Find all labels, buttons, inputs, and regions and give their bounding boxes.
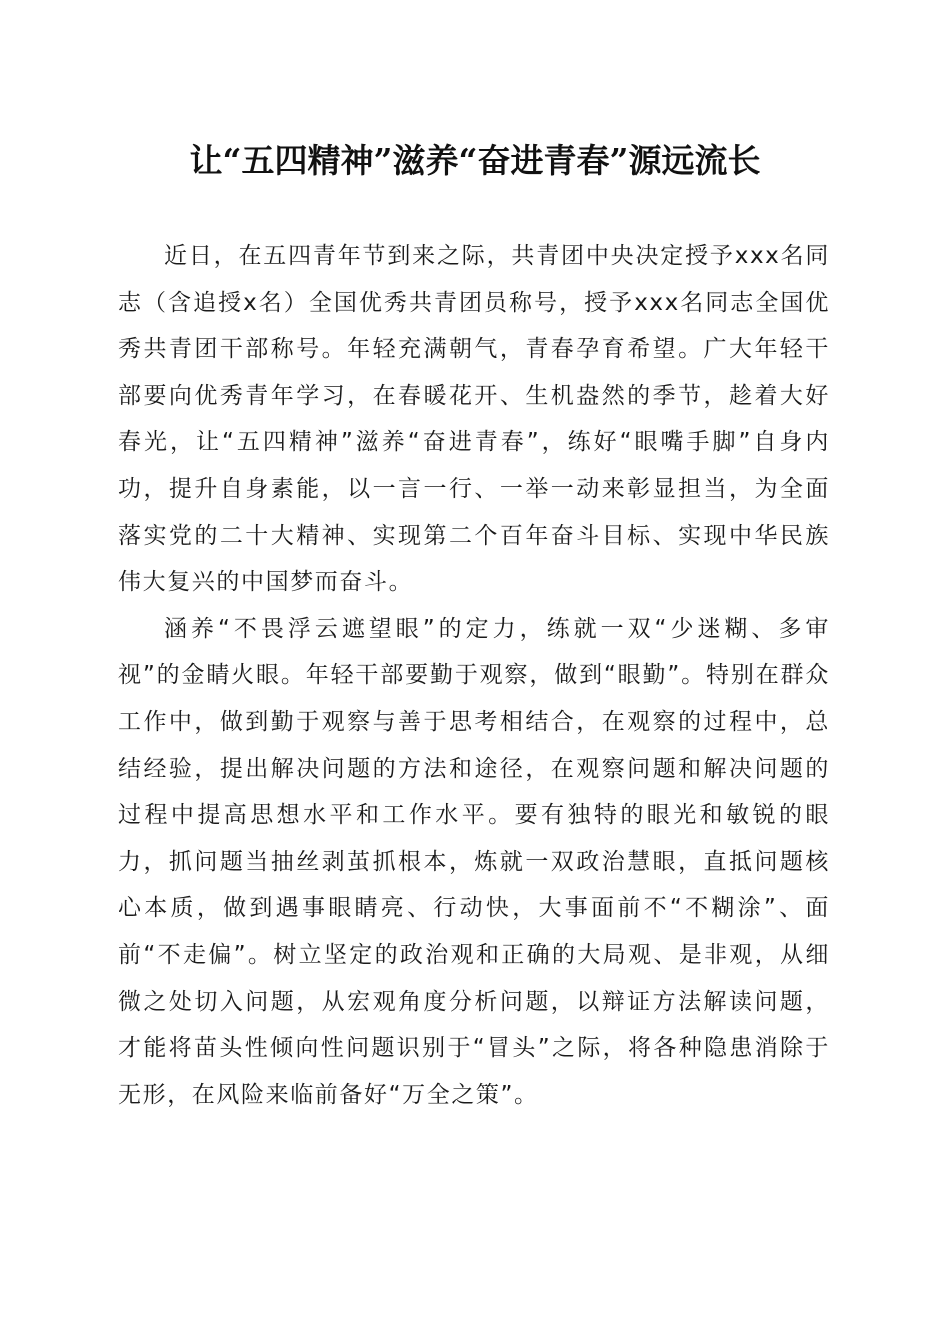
paragraph-2: 涵养“不畏浮云遮望眼”的定力，练就一双“少迷糊、多审视”的金睛火眼。年轻干部要勤于观察，做到“眼勤”。特别在群众工作中，做到勤于观察与善于思考相结合，在观察的过程中，总结经验，提出解决问题的方法和途径，在观察问题和解决问题的过程中提高思想水平和工作水平。要有独特的眼光和敏锐的眼力，抓问题当抽丝剥茧抓根本，炼就一双政治慧眼，直抵问题核心本质，做到遇事眼睛亮、行动快，大事面前不“不糊涂”、面前“不走偏”。树立坚定的政治观和正确的大局观、是非观，从细微之处切入问题，从宏观角度分析问题，以辩证方法解读问题，才能将苗头性倾向性问题识别于“冒头”之际，将各种隐患消除于无形，在风险来临前备好“万全之策”。	[118, 615, 830, 1108]
document-title: 让“五四精神”滋养“奋进青春”源远流长	[189, 141, 761, 180]
document-body	[118, 233, 830, 1118]
paragraph-1: 近日，在五四青年节到来之际，共青团中央决定授予xxx名同志（含追授x名）全国优秀共青团员称号，授予xxx名同志全国优秀共青团干部称号。年轻充满朝气，青春孕育希望。广大年轻干部要向优秀青年学习，在春暖花开、生机盎然的季节，趁着大好春光，让“五四精神”滋养“奋进青春”，练好“眼嘴手脚”自身内功，提升自身素能，以一言一行、一举一动来彰显担当，为全面落实党的二十大精神、实现第二个百年奋斗目标、实现中华民族伟大复兴的中国梦而奋斗。	[118, 243, 830, 596]
